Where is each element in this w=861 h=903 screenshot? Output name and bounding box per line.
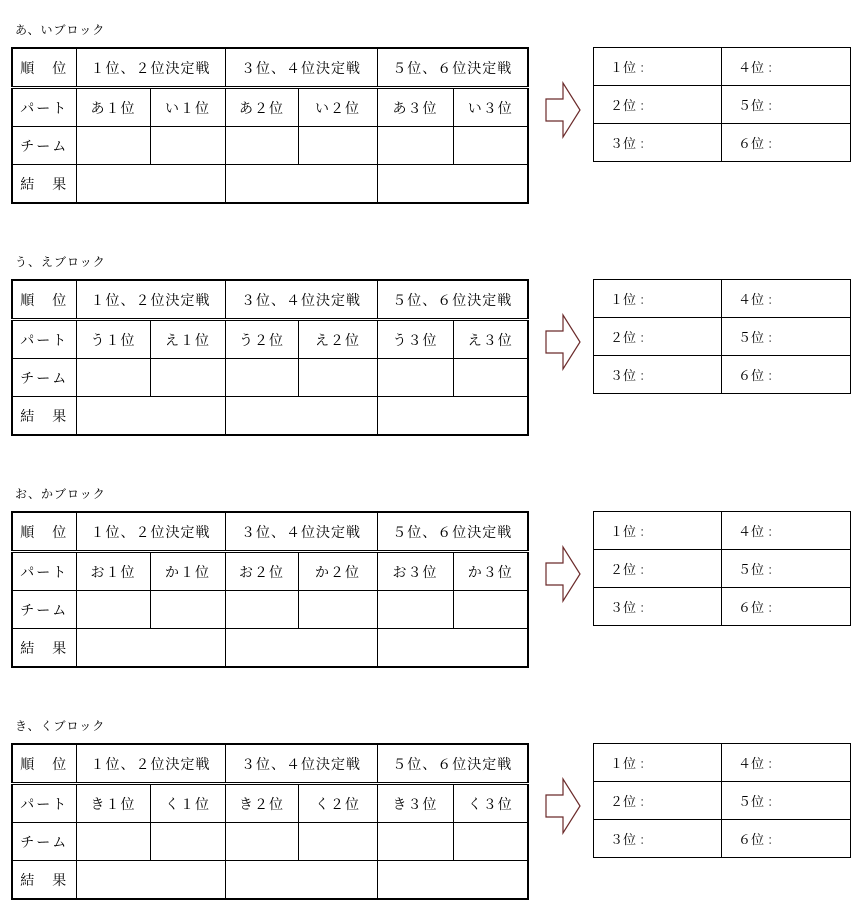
rank-name: １位 xyxy=(610,757,637,772)
ranking-row xyxy=(594,86,851,124)
result-label: 結 果 xyxy=(12,165,76,204)
ranking-cell[interactable]: ５位 : xyxy=(722,782,851,820)
ranking-row xyxy=(594,512,851,550)
rank-name: ６位 xyxy=(738,369,765,384)
final-3-4-header: ３位、４位決定戦 xyxy=(225,48,377,88)
team-cell[interactable] xyxy=(225,591,298,629)
rank-name: ２位 xyxy=(610,331,637,346)
part-cell: う３位 xyxy=(377,320,453,359)
part-row xyxy=(12,784,528,823)
rank-name: １位 xyxy=(610,293,637,308)
result-cell[interactable] xyxy=(225,397,377,436)
rank-name: ５位 xyxy=(738,795,765,810)
block-title: あ、いブロック xyxy=(15,23,106,37)
ranking-row xyxy=(594,744,851,782)
team-cell[interactable] xyxy=(298,591,377,629)
team-cell[interactable] xyxy=(377,359,453,397)
part-row xyxy=(12,552,528,591)
final-1-2-header: １位、２位決定戦 xyxy=(76,280,225,320)
ranking-cell[interactable]: １位 : xyxy=(594,48,722,86)
final-1-2-header: １位、２位決定戦 xyxy=(76,48,225,88)
team-label: チーム xyxy=(12,823,76,861)
match-table xyxy=(11,743,529,900)
arrow-right-icon xyxy=(545,545,581,603)
ranking-row xyxy=(594,782,851,820)
part-cell: き３位 xyxy=(377,784,453,823)
rank-name: ４位 xyxy=(738,61,765,76)
final-3-4-header: ３位、４位決定戦 xyxy=(225,744,377,784)
rank-name: ６位 xyxy=(738,601,765,616)
ranking-cell[interactable]: １位 : xyxy=(594,280,722,318)
rank-name: ３位 xyxy=(610,137,637,152)
block-title: き、くブロック xyxy=(15,719,106,733)
team-cell[interactable] xyxy=(76,823,150,861)
result-row xyxy=(12,629,528,668)
result-cell[interactable] xyxy=(377,397,528,436)
result-cell[interactable] xyxy=(225,629,377,668)
team-cell[interactable] xyxy=(150,127,225,165)
result-cell[interactable] xyxy=(225,165,377,204)
final-3-4-header: ３位、４位決定戦 xyxy=(225,512,377,552)
part-cell: お３位 xyxy=(377,552,453,591)
ranking-cell[interactable]: ３位 : xyxy=(594,820,722,858)
rank-name: ５位 xyxy=(738,99,765,114)
rank-header-row xyxy=(12,744,528,784)
ranking-row xyxy=(594,280,851,318)
part-cell: く２位 xyxy=(298,784,377,823)
ranking-cell[interactable]: ３位 : xyxy=(594,588,722,626)
ranking-cell[interactable]: ６位 : xyxy=(722,820,851,858)
rank-name: ４位 xyxy=(738,293,765,308)
result-row xyxy=(12,861,528,900)
arrow-right-icon xyxy=(545,777,581,835)
ranking-cell[interactable]: ４位 : xyxy=(722,280,851,318)
team-cell[interactable] xyxy=(377,591,453,629)
part-label: パート xyxy=(12,320,76,359)
result-label: 結 果 xyxy=(12,629,76,668)
part-cell: き１位 xyxy=(76,784,150,823)
ranking-table xyxy=(593,279,851,394)
ranking-cell[interactable]: １位 : xyxy=(594,512,722,550)
team-cell[interactable] xyxy=(225,127,298,165)
result-cell[interactable] xyxy=(76,397,225,436)
team-row xyxy=(12,823,528,861)
part-row xyxy=(12,320,528,359)
result-row xyxy=(12,165,528,204)
final-5-6-header: ５位、６位決定戦 xyxy=(377,744,528,784)
final-5-6-header: ５位、６位決定戦 xyxy=(377,512,528,552)
team-cell[interactable] xyxy=(225,823,298,861)
part-cell: く１位 xyxy=(150,784,225,823)
final-3-4-header: ３位、４位決定戦 xyxy=(225,280,377,320)
team-cell[interactable] xyxy=(150,591,225,629)
rank-name: ４位 xyxy=(738,757,765,772)
team-cell[interactable] xyxy=(76,591,150,629)
part-cell: い３位 xyxy=(453,88,528,127)
rank-header-row xyxy=(12,512,528,552)
result-cell[interactable] xyxy=(377,629,528,668)
ranking-cell[interactable]: ２位 : xyxy=(594,782,722,820)
rank-name: ５位 xyxy=(738,563,765,578)
ranking-cell[interactable]: ５位 : xyxy=(722,86,851,124)
ranking-cell[interactable]: ５位 : xyxy=(722,550,851,588)
part-row xyxy=(12,88,528,127)
rank-name: ５位 xyxy=(738,331,765,346)
result-cell[interactable] xyxy=(76,629,225,668)
team-cell[interactable] xyxy=(298,127,377,165)
team-cell[interactable] xyxy=(298,359,377,397)
ranking-cell[interactable]: ６位 : xyxy=(722,588,851,626)
ranking-table xyxy=(593,743,851,858)
final-5-6-header: ５位、６位決定戦 xyxy=(377,48,528,88)
ranking-row xyxy=(594,356,851,394)
ranking-cell[interactable]: ２位 : xyxy=(594,318,722,356)
ranking-row xyxy=(594,588,851,626)
rank-label: 順 位 xyxy=(12,280,76,320)
part-cell: え２位 xyxy=(298,320,377,359)
ranking-table xyxy=(593,511,851,626)
team-cell[interactable] xyxy=(377,127,453,165)
ranking-cell[interactable]: ３位 : xyxy=(594,356,722,394)
result-cell[interactable] xyxy=(225,861,377,900)
ranking-cell[interactable]: ４位 : xyxy=(722,744,851,782)
ranking-cell[interactable]: ３位 : xyxy=(594,124,722,162)
team-cell[interactable] xyxy=(225,359,298,397)
rank-label: 順 位 xyxy=(12,512,76,552)
ranking-cell[interactable]: ６位 : xyxy=(722,356,851,394)
result-cell[interactable] xyxy=(76,861,225,900)
block-title: う、えブロック xyxy=(15,255,106,269)
part-cell: き２位 xyxy=(225,784,298,823)
rank-label: 順 位 xyxy=(12,744,76,784)
ranking-row xyxy=(594,820,851,858)
rank-name: ４位 xyxy=(738,525,765,540)
result-cell[interactable] xyxy=(377,861,528,900)
block-title: お、かブロック xyxy=(15,487,106,501)
team-label: チーム xyxy=(12,127,76,165)
team-cell[interactable] xyxy=(150,823,225,861)
rank-name: １位 xyxy=(610,525,637,540)
part-label: パート xyxy=(12,88,76,127)
team-label: チーム xyxy=(12,591,76,629)
part-cell: え１位 xyxy=(150,320,225,359)
final-1-2-header: １位、２位決定戦 xyxy=(76,512,225,552)
result-cell[interactable] xyxy=(76,165,225,204)
rank-name: ２位 xyxy=(610,795,637,810)
final-1-2-header: １位、２位決定戦 xyxy=(76,744,225,784)
rank-label: 順 位 xyxy=(12,48,76,88)
part-cell: か１位 xyxy=(150,552,225,591)
team-cell[interactable] xyxy=(453,823,528,861)
ranking-cell[interactable]: ４位 : xyxy=(722,512,851,550)
team-cell[interactable] xyxy=(76,127,150,165)
part-cell: く３位 xyxy=(453,784,528,823)
rank-name: ６位 xyxy=(738,833,765,848)
ranking-cell[interactable]: ４位 : xyxy=(722,48,851,86)
rank-name: ３位 xyxy=(610,369,637,384)
rank-name: ２位 xyxy=(610,563,637,578)
block-3 xyxy=(0,471,861,671)
team-label: チーム xyxy=(12,359,76,397)
arrow-right-icon xyxy=(545,313,581,371)
rank-name: ２位 xyxy=(610,99,637,114)
team-row xyxy=(12,127,528,165)
part-cell: お１位 xyxy=(76,552,150,591)
arrow-right-icon xyxy=(545,81,581,139)
ranking-row xyxy=(594,318,851,356)
match-table xyxy=(11,511,529,668)
rank-name: ３位 xyxy=(610,833,637,848)
part-cell: お２位 xyxy=(225,552,298,591)
team-cell[interactable] xyxy=(453,127,528,165)
rank-name: ６位 xyxy=(738,137,765,152)
team-row xyxy=(12,591,528,629)
ranking-cell[interactable]: ６位 : xyxy=(722,124,851,162)
part-cell: い１位 xyxy=(150,88,225,127)
part-label: パート xyxy=(12,552,76,591)
ranking-cell[interactable]: ２位 : xyxy=(594,86,722,124)
ranking-cell[interactable]: ２位 : xyxy=(594,550,722,588)
rank-header-row xyxy=(12,48,528,88)
block-4 xyxy=(0,703,861,903)
part-label: パート xyxy=(12,784,76,823)
result-row xyxy=(12,397,528,436)
team-row xyxy=(12,359,528,397)
match-table xyxy=(11,47,529,204)
part-cell: い２位 xyxy=(298,88,377,127)
part-cell: あ３位 xyxy=(377,88,453,127)
ranking-cell[interactable]: １位 : xyxy=(594,744,722,782)
ranking-cell[interactable]: ５位 : xyxy=(722,318,851,356)
rank-name: １位 xyxy=(610,61,637,76)
part-cell: え３位 xyxy=(453,320,528,359)
block-2 xyxy=(0,239,861,439)
team-cell[interactable] xyxy=(453,359,528,397)
team-cell[interactable] xyxy=(150,359,225,397)
team-cell[interactable] xyxy=(298,823,377,861)
part-cell: う２位 xyxy=(225,320,298,359)
team-cell[interactable] xyxy=(377,823,453,861)
block-1 xyxy=(0,7,861,207)
ranking-row xyxy=(594,124,851,162)
final-5-6-header: ５位、６位決定戦 xyxy=(377,280,528,320)
part-cell: か３位 xyxy=(453,552,528,591)
part-cell: か２位 xyxy=(298,552,377,591)
part-cell: あ２位 xyxy=(225,88,298,127)
result-label: 結 果 xyxy=(12,861,76,900)
result-label: 結 果 xyxy=(12,397,76,436)
ranking-row xyxy=(594,48,851,86)
team-cell[interactable] xyxy=(76,359,150,397)
ranking-row xyxy=(594,550,851,588)
team-cell[interactable] xyxy=(453,591,528,629)
part-cell: う１位 xyxy=(76,320,150,359)
part-cell: あ１位 xyxy=(76,88,150,127)
match-table xyxy=(11,279,529,436)
ranking-table xyxy=(593,47,851,162)
rank-header-row xyxy=(12,280,528,320)
result-cell[interactable] xyxy=(377,165,528,204)
rank-name: ３位 xyxy=(610,601,637,616)
